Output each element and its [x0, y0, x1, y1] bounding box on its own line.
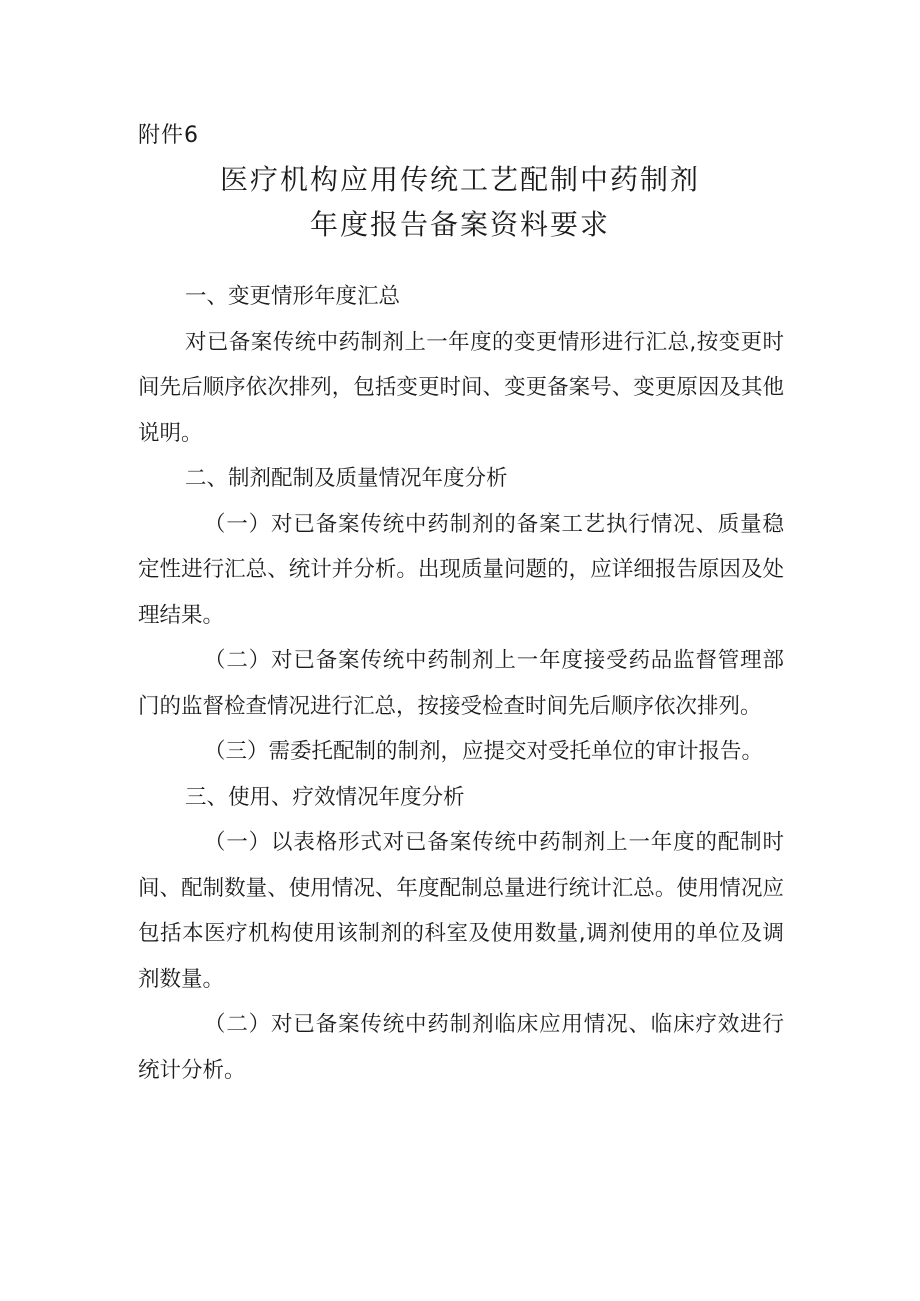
section-1-heading: 一、变更情形年度汇总 [185, 284, 401, 309]
document-title-line-2: 年度报告备案资料要求 [309, 208, 610, 241]
section-2-item-2: （二）对已备案传统中药制剂上一年度接受药品监督管理部门的监督检查情况进行汇总，按接受检查时间先后顺序依次排列。 [138, 648, 784, 719]
section-3-heading: 三、使用、疗效情况年度分析 [185, 784, 465, 810]
document-title-line-1: 医疗机构应用传统工艺配制中药制剂 [219, 163, 700, 196]
section-2-heading: 二、制剂配制及质量情况年度分析 [185, 466, 508, 491]
section-2-item-1: （一）对已备案传统中药制剂的备案工艺执行情况、质量稳定性进行汇总、统计并分析。出现质量问题的，应详细报告原因及处理结果。 [138, 511, 784, 628]
section-3-item-1: （一）以表格形式对已备案传统中药制剂上一年度的配制时间、配制数量、使用情况、年度配制总量进行统计汇总。使用情况应包括本医疗机构使用该制剂的科室及使用数量,调剂使用的单位及调剂数量。 [138, 830, 784, 992]
section-3-item-2: （二）对已备案传统中药制剂临床应用情况、临床疗效进行统计分析。 [138, 1012, 784, 1083]
attachment-label: 附件6 [138, 123, 199, 148]
section-2-item-3: （三）需委托配制的制剂，应提交对受托单位的审计报告。 [204, 739, 764, 764]
document-body [138, 274, 784, 1093]
section-1-paragraph: 对已备案传统中药制剂上一年度的变更情形进行汇总,按变更时间先后顺序依次排列，包括变更时间、变更备案号、变更原因及其他说明。 [138, 329, 784, 446]
